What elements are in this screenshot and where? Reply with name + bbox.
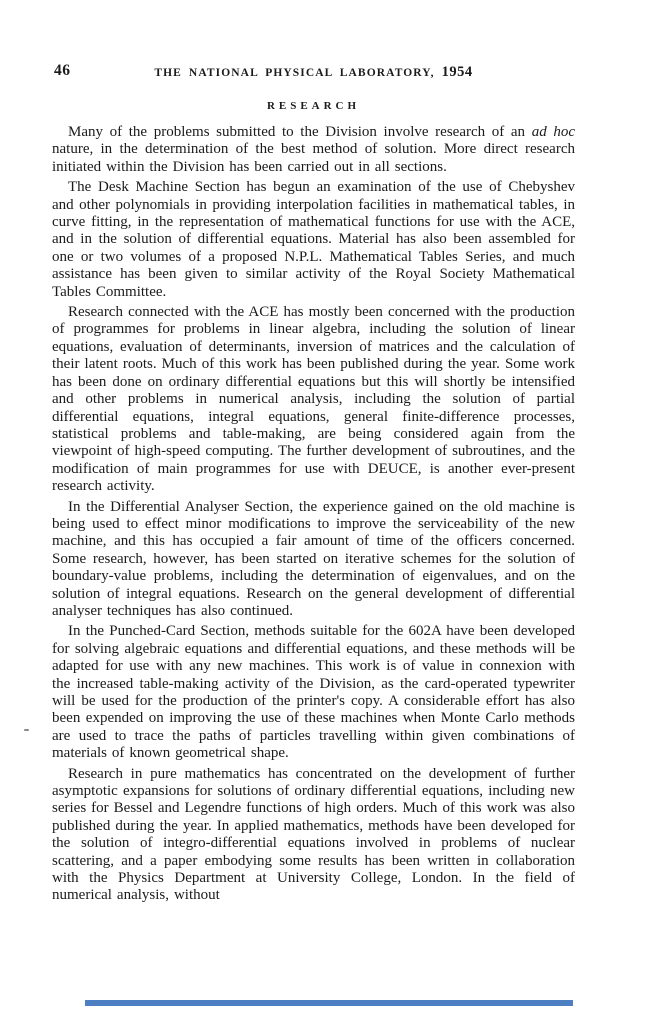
page-content <box>52 62 575 905</box>
running-title-year: 1954 <box>441 64 473 80</box>
paragraph-differential-analyser-section: In the Differential Analyser Section, the experience gained on the old machine is being used to effect minor modifications to improve the serviceability of the new machine, and this has occupied a fair amount of time of the officers concerned. Some research, however, has been started on iterative schemes for the solution of boundary-value problems, including the determination of eigenvalues, and on the solution of integral equations. Research on the general development of differential analyser techniques has also continued. <box>52 498 575 619</box>
paragraph-research-intro <box>52 124 575 176</box>
bottom-accent-bar <box>85 1000 573 1006</box>
page-header <box>52 62 575 79</box>
paragraph-punched-card-section: In the Punched-Card Section, methods suitable for the 602A have been developed for solving algebraic equations and differential equations, and these methods will be adapted for use with any new machines. This work is of value in connexion with the increased table-making activity of the Division, as the card-operated typewriter will be used for the production of the printer's copy. A considerable effort has also been expended on improving the use of these machines when Monte Carlo methods are used to trace the paths of particles travelling within given combinations of materials of known geometrical shape. <box>52 623 575 762</box>
section-heading: RESEARCH <box>266 100 361 112</box>
paragraph-desk-machine-section: The Desk Machine Section has begun an examination of the use of Chebyshev and other polynomials in providing interpolation facilities in mathematical tables, in curve fitting, in the representation of mathematical functions for use with the ACE, and in the solution of differential equations. Material has also been assembled for one or two volumes of a proposed N.P.L. Mathematical Tables Series, and much assistance has been given to similar activity of the Royal Society Mathematical Tables Committee. <box>52 179 575 300</box>
scan-margin-mark <box>24 729 29 731</box>
paragraph-1-segment-1: Many of the problems submitted to the Division involve research of an <box>68 124 532 140</box>
running-title <box>52 62 575 81</box>
paragraph-1-italic-phrase: ad hoc <box>531 124 575 140</box>
paragraph-ace-research: Research connected with the ACE has mostly been concerned with the production of programmes for problems in linear algebra, including the solution of linear equations, evaluation of determinants, inversion of matrices and the calculation of their latent roots. Much of this work has been published during the year. Some work has been done on ordinary differential equations but this will shortly be intensified and other problems in numerical analysis, including the solution of partial differential equations, integral equations, general finite-difference processes, statistical problems and table-making, are being considered again from the viewpoint of high-speed computing. The further development of subroutines, and the modification of main programmes for use with DEUCE, is another ever-present research activity. <box>52 304 575 495</box>
page-number: 46 <box>54 62 71 79</box>
paragraph-pure-mathematics: Research in pure mathematics has concentrated on the development of further asymptotic expansions for solutions of ordinary differential equations, including new series for Bessel and Legendre functions of high orders. Much of this work was also published during the year. In applied mathematics, methods have been developed for the solution of integro-differential equations involved in problems of nuclear scattering, and a paper embodying some results has been written in collaboration with the Physics Department at University College, London. In the field of numerical analysis, without <box>52 765 575 904</box>
running-title-caps: THE NATIONAL PHYSICAL LABORATORY, <box>154 67 435 79</box>
paragraph-1-segment-3: nature, in the determination of the best method of solution. More direct research initiated within the Division has been carried out in all sections. <box>52 141 575 175</box>
